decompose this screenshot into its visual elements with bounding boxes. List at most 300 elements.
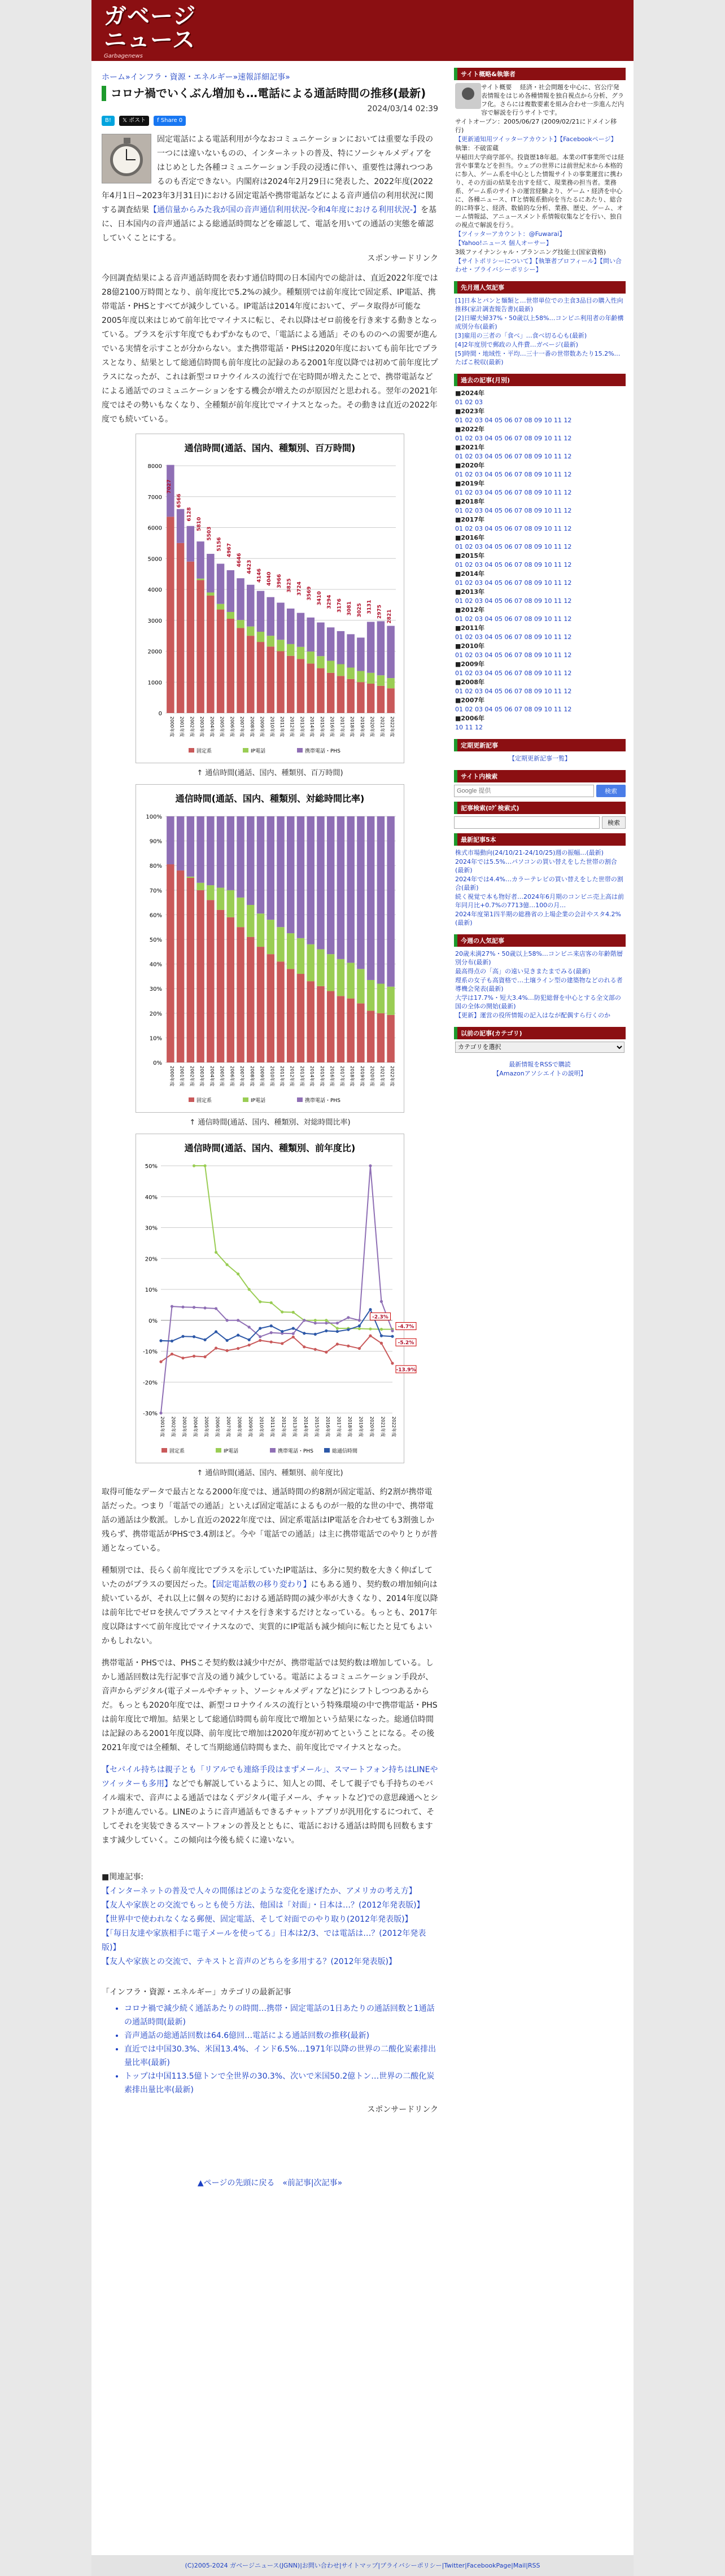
- data-label: -5.2%: [398, 1340, 414, 1346]
- x-tick-label: 2021年度: [379, 1066, 385, 1087]
- bar-1: [357, 969, 364, 1003]
- popular-item[interactable]: [4]2年度別で郵政の人件費…ガベージ(最新): [455, 341, 578, 348]
- related-link[interactable]: 【友人や家族との交流でもっとも使う方法、他国は「対面」・日本は…？(2012年発表版)】: [102, 1901, 425, 1910]
- week-item[interactable]: 【更新】運営の役所情報の記入はなが配偶すら行くのか: [455, 1012, 610, 1019]
- bar-1: [347, 668, 354, 679]
- legend-label: IP電話: [251, 1098, 266, 1104]
- archive-months[interactable]: 01 02 03 04 05 06 07 08 09 10 11 12: [455, 417, 572, 424]
- feed-link[interactable]: 【定期更新記事一覧】: [509, 755, 571, 762]
- series-point-2: [215, 1307, 217, 1310]
- x-tick-label: 2003年度: [199, 1066, 205, 1087]
- bar-0: [187, 878, 194, 1062]
- bar-1: [247, 627, 254, 636]
- legend-swatch: [216, 1448, 221, 1453]
- sidebar-kw-head: 記事検索(ﾛｸﾞ検索式): [454, 802, 626, 814]
- total-label: 3569: [307, 586, 313, 601]
- bar-0: [307, 663, 314, 713]
- series-point-1: [369, 1327, 372, 1330]
- x-tick-label: 2006年度: [215, 1416, 220, 1437]
- recent-item[interactable]: 続く視覚で本も物好者…2024年6月期のコンビニ売上高は前年同月比+0.7%の7713億…100の月…: [455, 893, 624, 909]
- x-tick-label: 2001年度: [160, 1416, 165, 1437]
- series-point-1: [226, 1263, 229, 1266]
- bar-1: [196, 883, 204, 890]
- bar-2: [357, 637, 364, 671]
- archive-months[interactable]: 01 02 03 04 05 06 07 08 09 10 11 12: [455, 435, 572, 442]
- archive-months[interactable]: 01 02 03: [455, 399, 483, 406]
- bar-0: [207, 900, 214, 1062]
- bar-1: [367, 673, 374, 684]
- x-tick-label: 2001年度: [179, 716, 185, 737]
- category-article-link[interactable]: • コロナ禍で減少続く通話あたりの時間…携帯・固定電話の1日あたりの通話回数と1通話の通話時間(最新): [124, 2002, 438, 2029]
- series-point-3: [391, 1335, 394, 1338]
- archive-year: ■2021年: [455, 444, 485, 451]
- fixed-line-link[interactable]: 【固定電話数の移り変わり】: [212, 1580, 311, 1589]
- bar-0: [377, 1013, 385, 1062]
- x-tick-label: 2012年度: [289, 716, 295, 737]
- popular-item[interactable]: [3]雇用の三者の「食べ」…食べ切る心も(最新): [455, 332, 587, 339]
- bar-0: [357, 682, 364, 713]
- bar-2: [247, 585, 254, 627]
- sidebar: [454, 68, 626, 1082]
- bar-0: [327, 991, 334, 1062]
- bar-2: [317, 816, 324, 949]
- total-label: 7027: [166, 479, 172, 494]
- archive-months[interactable]: 01 02 03 04 05 06 07 08 09 10 11 12: [455, 670, 572, 677]
- y-tick-label: 0%: [153, 1060, 162, 1066]
- legend-swatch: [189, 748, 194, 753]
- x-tick-label: 2015年度: [314, 1416, 320, 1437]
- x-tick-label: 2008年度: [249, 1066, 255, 1087]
- bar-1: [337, 959, 344, 996]
- stopwatch-thumbnail: [102, 134, 151, 183]
- bar-2: [237, 816, 244, 898]
- week-item[interactable]: 最高得点の「高」の遠い見きまたまでみる(最新): [455, 968, 591, 975]
- series-point-2: [325, 1322, 327, 1324]
- lead-source-link[interactable]: 【通信量からみた我が国の音声通信利用状況-令和4年度における利用状況-】: [149, 205, 421, 215]
- x-tick-label: 2001年度: [179, 1066, 185, 1087]
- bar-2: [377, 621, 385, 675]
- recent-item[interactable]: 株式市場動向(24/10/21-24/10/25)週の振幅…(最新): [455, 849, 604, 856]
- series-point-1: [270, 1301, 273, 1304]
- bar-1: [196, 579, 204, 580]
- bar-0: [167, 517, 174, 713]
- author-avatar: [455, 83, 481, 109]
- series-point-0: [380, 1342, 383, 1345]
- series-point-3: [292, 1327, 295, 1329]
- legend-label: 携帯電話・PHS: [305, 749, 340, 754]
- total-label: 5503: [206, 526, 212, 541]
- policy-links[interactable]: 【サイトポリシーについて】【執筆者プロフィール】【問い合わせ・プライバシーポリシー】: [455, 257, 622, 273]
- bar-1: [257, 632, 264, 642]
- sidebar-popular: [454, 281, 626, 369]
- legend-swatch: [243, 1097, 248, 1102]
- footer-links[interactable]: (C)2005-2024 ガベージニュース(JGNN)|お問い合わせ|サイトマップ|プライバシーポリシー|Twitter|FacebookPage|Mail|RSS: [185, 2562, 540, 2569]
- category-article-link[interactable]: • 音声通話の総通話回数は64.6億回…電話による通話回数の推移(最新): [124, 2029, 438, 2043]
- bar-0: [367, 684, 374, 713]
- related-link[interactable]: 【インターネットの普及で人々の間係はどのような変化を遂げたか、アメリカの考え方】: [102, 1887, 417, 1896]
- bar-2: [267, 597, 274, 636]
- paragraph-5: 【セパイル持ちは親子とも「リアルでも連絡手段はまずメール」、スマートフォン持ちはLINEやツイッターも多用】などでも解説しているように、知人との間、そして親子でも手持ちのモバイル端末で、音声による通話ではなくデジタル(電子メール、チャットなど)での意思疎通へとシフトが進んでいる。LINEのように音声通話もできるチャットアプリが汎用化するにつれて、そしてそれを実装できるスマートフォンの普及とともに、電話における通話は時間も回数もますます減少していく。この傾向は今後も続くに違いない。: [102, 1765, 438, 1845]
- category-article-link[interactable]: • トップは中国113.5億トンで全世界の30.3%、次いで米国50.2億トン…世界の二酸化炭素排出量比率(最新): [124, 2070, 438, 2097]
- series-point-3: [325, 1329, 327, 1332]
- author-yahoo-link[interactable]: 【Yahoo!ニュース 個人オーサー】: [455, 239, 552, 247]
- series-line-1: [194, 1166, 392, 1329]
- chart-volume-caption: ↑ 通信時間(通話、国内、種類別、百万時間): [196, 769, 343, 777]
- recent-item[interactable]: 2024年度第1四半期の総務省の上場企業の会計やスタ4.2%(最新): [455, 911, 621, 926]
- share-buttons: [102, 116, 438, 127]
- x-tick-label: 2003年度: [182, 1416, 187, 1437]
- sidebar-about-head: サイト概略&執筆者: [454, 68, 626, 80]
- bar-0: [207, 596, 214, 713]
- x-tick-label: 2012年度: [281, 1416, 286, 1437]
- series-point-0: [325, 1351, 327, 1354]
- page-nav[interactable]: ▲ページの先頭に戻る «前記事|次記事»: [197, 2179, 343, 2188]
- series-point-2: [303, 1319, 305, 1322]
- series-point-0: [203, 1355, 206, 1358]
- series-point-3: [281, 1330, 283, 1333]
- bar-2: [337, 816, 344, 959]
- series-point-0: [248, 1344, 251, 1346]
- series-point-1: [248, 1288, 251, 1291]
- x-post-button[interactable]: 𝕏 ポスト: [119, 116, 149, 126]
- total-label: 2821: [387, 609, 393, 624]
- bar-0: [347, 679, 354, 713]
- x-tick-label: 2021年度: [380, 1416, 386, 1437]
- bar-2: [187, 526, 194, 562]
- archive-months[interactable]: 01 02 03 04 05 06 07 08 09 10 11 12: [455, 561, 572, 568]
- category-select[interactable]: [455, 1042, 624, 1053]
- bar-0: [217, 610, 224, 713]
- sidebar-feed: [454, 739, 626, 766]
- series-point-2: [314, 1322, 317, 1324]
- series-point-0: [292, 1336, 295, 1339]
- keyword-search-input[interactable]: [454, 816, 600, 829]
- related-link[interactable]: 【「毎日友達や家族相手に電子メールを使ってる」日本は2/3、では電話は…？(2012年発表版)】: [102, 1929, 426, 1952]
- archive-year: ■2024年: [455, 390, 485, 397]
- legend-swatch: [161, 1448, 167, 1453]
- logo-text: ガベージ ニュース: [104, 3, 196, 53]
- bar-2: [227, 570, 234, 612]
- x-tick-label: 2004年度: [193, 1416, 198, 1437]
- hatena-bookmark-button[interactable]: B!: [102, 116, 115, 126]
- series-point-0: [226, 1349, 229, 1352]
- chart-yoy-svg: [136, 1134, 416, 1460]
- sidebar-popular-head: 先月週人気記事: [454, 281, 626, 294]
- x-tick-label: 2002年度: [189, 1066, 195, 1087]
- archive-months[interactable]: 01 02 03 04 05 06 07 08 09 10 11 12: [455, 633, 572, 641]
- data-label: -2.3%: [372, 1314, 388, 1320]
- data-label: -4.7%: [398, 1324, 414, 1330]
- bar-0: [237, 927, 244, 1062]
- series-point-3: [215, 1330, 217, 1333]
- archive-months[interactable]: 01 02 03 04 05 06 07 08 09 10 11 12: [455, 579, 572, 587]
- bar-1: [297, 938, 304, 974]
- total-label: 6128: [186, 507, 193, 522]
- author-text: 早稲田大学商学部卒。投資歴18年超。本業のIT事業所では経営や事業などを担当。ウェブの世界には前世紀末から本格的に参入、ゲーム系を中心とした情報サイトの事業運営に携わり、その方面の結果を出すを経て、現業務の担当者。業務系、ゲーム系のサイトの運営経験より、ゲーム・経済を中心に、各種ニュース、ITと情報系動向を当たるにあたり、総合的に時事と、経済、数値的な分析、業務、歴史、ゲーム、オーム情報誌、アニュースメント系情報収集などを行い、独自の視点で解説を行う。: [455, 154, 624, 229]
- bar-2: [177, 816, 184, 871]
- x-tick-label: 2017年度: [339, 716, 345, 737]
- x-tick-label: 2016年度: [329, 1066, 335, 1087]
- archive-year: ■2008年: [455, 679, 485, 686]
- x-tick-label: 2011年度: [279, 1066, 285, 1087]
- archive-months[interactable]: 01 02 03 04 05 06 07 08 09 10 11 12: [455, 453, 572, 460]
- x-tick-label: 2013年度: [292, 1416, 298, 1437]
- archive-year: ■2013年: [455, 588, 485, 596]
- archive-year: ■2023年: [455, 408, 485, 415]
- bar-0: [196, 890, 204, 1062]
- bar-2: [167, 816, 174, 864]
- x-tick-label: 2005年度: [219, 716, 225, 737]
- bar-1: [207, 592, 214, 595]
- sidebar-week: [454, 934, 626, 1022]
- bar-2: [377, 816, 385, 983]
- site-search-button[interactable]: 検索: [596, 785, 626, 797]
- related-title: ■関連記事:: [102, 1873, 143, 1882]
- bar-0: [297, 974, 304, 1062]
- series-point-2: [270, 1331, 273, 1334]
- site-search-input[interactable]: [454, 785, 594, 797]
- popular-item[interactable]: [2]日曜夫婦37%・50歳以上58%…コンビニ利用者の年齢構成別分布(最新): [455, 314, 624, 330]
- archive-months[interactable]: 01 02 03 04 05 06 07 08 09 10 11 12: [455, 706, 572, 713]
- bar-1: [277, 640, 284, 651]
- bar-2: [247, 816, 254, 905]
- site-logo[interactable]: [104, 3, 211, 59]
- series-point-3: [171, 1340, 173, 1342]
- series-point-3: [226, 1339, 229, 1342]
- series-point-1: [336, 1327, 339, 1329]
- series-point-3: [314, 1333, 317, 1336]
- keyword-search-button[interactable]: 検索: [602, 816, 626, 829]
- archive-year: ■2009年: [455, 661, 485, 668]
- archive-year: ■2007年: [455, 697, 485, 704]
- bar-1: [377, 983, 385, 1013]
- series-point-0: [314, 1348, 317, 1351]
- bar-0: [227, 917, 234, 1062]
- x-tick-label: 2010年度: [259, 1416, 264, 1437]
- series-point-1: [203, 1164, 206, 1167]
- chart-volume-svg: [136, 434, 404, 760]
- x-tick-label: 2007年度: [239, 716, 245, 737]
- y-tick-label: 0: [158, 711, 162, 717]
- series-point-3: [380, 1335, 383, 1337]
- mobile-email-link[interactable]: 【セパイル持ちは親子とも「リアルでも連絡手段はまずメール」、スマートフォン持ちはLINEやツイッターも多用】: [102, 1765, 438, 1788]
- x-tick-label: 2007年度: [239, 1066, 245, 1087]
- series-point-2: [292, 1332, 295, 1335]
- bar-0: [287, 656, 294, 713]
- y-tick-label: 20%: [145, 1256, 158, 1263]
- legend-label: 携帯電話・PHS: [278, 1449, 313, 1454]
- sponsor-label: スポンサードリンク: [367, 254, 438, 263]
- bar-0: [357, 1003, 364, 1062]
- archive-months[interactable]: 01 02 03 04 05 06 07 08 09 10 11 12: [455, 651, 572, 659]
- page: [91, 0, 634, 2576]
- x-tick-label: 2009年度: [259, 1066, 265, 1087]
- breadcrumb[interactable]: ホーム»インフラ・資源・エネルギー»速報詳細記事»: [102, 73, 290, 82]
- series-point-1: [215, 1251, 217, 1254]
- bar-2: [357, 816, 364, 969]
- x-tick-label: 2020年度: [369, 1066, 375, 1087]
- legend-swatch: [297, 748, 303, 753]
- total-label: 3025: [356, 603, 362, 618]
- bar-0: [257, 947, 264, 1062]
- bar-2: [207, 554, 214, 592]
- bar-2: [277, 603, 284, 640]
- archive-months[interactable]: 01 02 03 04 05 06 07 08 09 10 11 12: [455, 688, 572, 695]
- bar-2: [287, 816, 294, 933]
- series-line-3: [161, 1310, 392, 1341]
- facebook-share-button[interactable]: f Share 0: [154, 116, 186, 126]
- chart-ratio-caption: ↑ 通信時間(通話、国内、種類別、対総時間比率): [189, 1118, 351, 1127]
- series-point-1: [380, 1328, 383, 1331]
- recent-item[interactable]: 2024年では5.5%…パソコンの買い替えをした世帯の割合(最新): [455, 858, 617, 874]
- article-main: [102, 71, 438, 2188]
- chart-volume: [136, 434, 404, 763]
- archive-months[interactable]: 01 02 03 04 05 06 07 08 09 10 11 12: [455, 597, 572, 605]
- archive-months[interactable]: 10 11 12: [455, 724, 483, 731]
- archive-months[interactable]: 01 02 03 04 05 06 07 08 09 10 11 12: [455, 525, 572, 532]
- archive-list: [454, 386, 626, 734]
- about-links[interactable]: 【更新通知用ツイッターアカウント】【Facebookページ】: [455, 135, 617, 143]
- popular-item[interactable]: [5]時間・地域性・平均…三十一番の世帯数あたり15.2%…たばこ税収(最新): [455, 350, 621, 366]
- bar-2: [217, 816, 224, 887]
- series-point-3: [259, 1327, 261, 1329]
- bar-0: [187, 562, 194, 713]
- sidebar-category-head: 以前の記事(カテゴリ): [454, 1027, 626, 1039]
- series-point-2: [358, 1319, 361, 1322]
- total-label: 4146: [256, 568, 263, 583]
- total-label: 3966: [277, 574, 282, 588]
- bar-0: [317, 986, 324, 1062]
- x-tick-label: 2022年度: [391, 1416, 396, 1437]
- x-tick-label: 2009年度: [259, 716, 265, 737]
- related-link[interactable]: 【友人や家族との交流で、テキストと音声のどちらを多用する？(2012年発表版)】: [102, 1957, 396, 1966]
- archive-months[interactable]: 01 02 03 04 05 06 07 08 09 10 11 12: [455, 471, 572, 478]
- series-point-3: [336, 1330, 339, 1333]
- author-twitter-link[interactable]: 【ツイッターアカウント：@Fuwarai】: [455, 230, 566, 238]
- archive-months[interactable]: 01 02 03 04 05 06 07 08 09 10 11 12: [455, 543, 572, 550]
- series-point-1: [292, 1311, 295, 1314]
- bar-0: [377, 686, 385, 713]
- author-name: 執筆：不破雷蔵: [455, 145, 499, 152]
- bar-1: [307, 651, 314, 663]
- bar-2: [367, 622, 374, 672]
- bar-1: [277, 927, 284, 961]
- rss-link[interactable]: 最新情報をRSSで購読: [509, 1061, 571, 1068]
- bar-0: [257, 642, 264, 713]
- bar-2: [387, 816, 394, 987]
- week-item[interactable]: 20歳未満27%・50歳以上58%…コンビニ来店客の年齢階層別分布(最新): [455, 950, 623, 966]
- bar-2: [387, 626, 394, 679]
- bar-0: [327, 673, 334, 713]
- archive-year: ■2016年: [455, 534, 485, 541]
- bar-1: [187, 877, 194, 878]
- category-article-link[interactable]: • 直近では中国30.3%、米国13.4%、インド6.5%…1971年以降の世界の二酸化炭素排出量比率(最新): [124, 2043, 438, 2070]
- sidebar-recent-head: 最新記事5本: [454, 833, 626, 846]
- week-item[interactable]: 大学は17.7%・短大3.4%…防犯総督を中心とする全文部の国の全体の開始(最新): [455, 994, 621, 1010]
- total-label: 3724: [296, 581, 303, 596]
- series-line-0: [161, 1336, 392, 1363]
- x-tick-label: 2019年度: [359, 716, 365, 737]
- x-tick-label: 2008年度: [249, 716, 255, 737]
- related-link[interactable]: 【世界中で使われなくなる郵便、固定電話、そして対面でのやり取り(2012年発表版)】: [102, 1915, 413, 1924]
- series-point-0: [391, 1362, 394, 1364]
- bar-1: [387, 987, 394, 1015]
- series-point-3: [248, 1339, 251, 1341]
- bar-2: [187, 816, 194, 877]
- bar-0: [177, 871, 184, 1062]
- x-tick-label: 2000年度: [169, 1066, 174, 1087]
- bar-1: [267, 920, 274, 954]
- x-tick-label: 2018年度: [347, 1416, 352, 1437]
- amazon-link[interactable]: 【Amazonアソシエイトの説明】: [493, 1070, 587, 1077]
- legend-label: IP電話: [224, 1449, 239, 1454]
- archive-months[interactable]: 01 02 03 04 05 06 07 08 09 10 11 12: [455, 489, 572, 496]
- x-tick-label: 2007年度: [226, 1416, 232, 1437]
- bar-1: [227, 612, 234, 619]
- x-tick-label: 2002年度: [171, 1416, 176, 1437]
- series-point-2: [380, 1300, 383, 1303]
- bar-1: [227, 890, 234, 917]
- chart-title: 通信時間(通話、国内、種類別、対総時間比率): [175, 793, 365, 804]
- archive-months[interactable]: 01 02 03 04 05 06 07 08 09 10 11 12: [455, 615, 572, 623]
- x-tick-label: 2019年度: [358, 1416, 364, 1437]
- bar-0: [217, 910, 224, 1062]
- y-tick-label: 90%: [149, 838, 162, 845]
- series-point-2: [237, 1319, 239, 1322]
- x-tick-label: 2022年度: [390, 716, 395, 737]
- archive-year: ■2017年: [455, 516, 485, 523]
- bar-0: [277, 961, 284, 1062]
- archive-year: ■2022年: [455, 426, 485, 433]
- bar-2: [287, 609, 294, 644]
- y-tick-label: 30%: [149, 986, 162, 993]
- y-tick-label: 6000: [147, 525, 162, 532]
- total-label: 4040: [267, 571, 273, 586]
- paragraph-1: 今回調査結果による音声通話時間を表わす通信時間の日本国内での総計は、直近2022年度では28億2100万時間となり、前年度比で5.2%の減少。種類別では前年度比で固定系、IP電話、携帯電話・PHSとすべてが減少している。IP電話は2014年度において、データ取得が可能な2005年度以来はじめて前年比でマイナスに転じ、それ以降はゼロ前後を行き来する動きとなっている。プラスを示す年度でもわずかなもので、「電話による通話」そのもののへの需要が進んでいる実情を示すことが分からない。また携帯電話・PHSは2020年度においても前年比でプラスとなり、結果として総通信時間も前年度比の記録のある2001年度以降では初めて前年度比プラスになったが、これは新型コロナウイルスの流行で在宅時間が増えたことで、携帯電話などによる通話でのコミュニケーションをする機会が増えたのが原因だと思われる。翌年の2021年度ではその勢いもなくなり、全種類が前年度比でマイナスとなった。その動きは直近の2022年度でも続いている。: [102, 274, 438, 424]
- article-date: 2024/03/14 02:39: [367, 104, 438, 113]
- y-tick-label: -30%: [143, 1411, 158, 1417]
- bar-1: [267, 636, 274, 646]
- y-tick-label: 70%: [149, 887, 162, 894]
- popular-item[interactable]: [1]日本とパンと麺類と…世帯単位での主食3品目の購入性向推移(家計調査報告書)(最新): [455, 297, 623, 313]
- about-open: サイトオープン：2005/06/27 (2009/02/21にドメイン移行): [455, 118, 617, 134]
- archive-year: ■2010年: [455, 642, 485, 650]
- x-tick-label: 2012年度: [289, 1066, 295, 1087]
- bar-0: [387, 1015, 394, 1062]
- y-tick-label: 2000: [147, 649, 162, 655]
- x-tick-label: 2005年度: [204, 1416, 209, 1437]
- bar-1: [357, 671, 364, 683]
- series-point-0: [281, 1342, 283, 1345]
- total-label: 4646: [237, 553, 243, 567]
- series-point-3: [270, 1324, 273, 1327]
- bar-1: [237, 898, 244, 927]
- recent-item[interactable]: 2024年では4.4%…カラーテレビの買い替えをした世帯の割合(最新): [455, 876, 623, 891]
- x-tick-label: 2011年度: [279, 716, 285, 737]
- bar-2: [307, 816, 314, 944]
- total-label: 3410: [316, 591, 322, 606]
- archive-months[interactable]: 01 02 03 04 05 06 07 08 09 10 11 12: [455, 507, 572, 514]
- legend-label: 総通信時間: [332, 1449, 358, 1454]
- archive-year: ■2006年: [455, 715, 485, 722]
- bar-1: [317, 949, 324, 986]
- sidebar-kw: [454, 802, 626, 829]
- series-point-2: [181, 1306, 184, 1309]
- x-tick-label: 2019年度: [359, 1066, 365, 1087]
- series-point-0: [171, 1353, 173, 1355]
- week-item[interactable]: 理系の女子も高資格で…土壌ライン型の建築物などのれる者導機会発表(最新): [455, 977, 623, 992]
- bar-2: [317, 623, 324, 657]
